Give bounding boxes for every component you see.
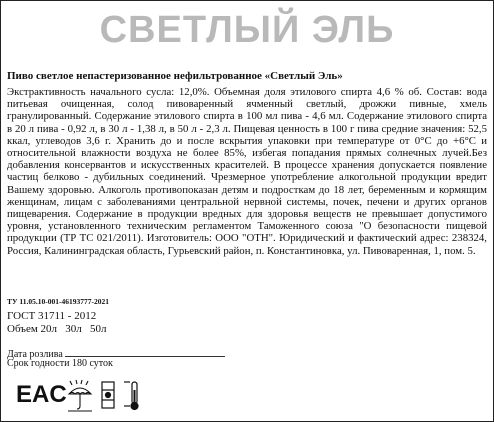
description-text: Экстрактивность начального сусла: 12,0%. Объемная доля этилового спирта 4,6 % об. Состав: вода питьевая очищенная, солод пивоваренный ячменный светлый, дрожжи пивные, хмель гранулированный. Содержание этилового спирта в 100 мл пива - 4,6 мл. Содержание этилового спирта в 20 л пива - 0,92 л, в 30 л - 1,38 л, в 50 л - 2,3 л. Пищевая ценность в 100 г пива средние значения: 52,5 ккал, углеводов 3,6 г. Хранить до и после вскрытия упаковки при температуре от 0°C до +6°C и относительной влажности воздуха не более 85%, избегая попадания прямых солнечных лучей.Без добавления консервантов и искусственных красителей. В процессе хранения допускается появление частиц белково - дубильных соединений. Чрезмерное употребление алкогольной продукции вредит Вашему здоровью. Алкоголь противопоказан детям и подросткам до 18 лет, беременным и кормящим женщинам, лицам с заболеваниями центральной нервной системы, почек, печени и других органов пищеварения. Содержание в продукции вредных для здоровья веществ не превышает допустимого уровня, установленного техническим регламентом Таможенного союза "О безопасности пищевой продукции (ТР ТС 021/2011). Изготовитель: ООО "ОТН". Юридический и фактический адрес: 238324, Россия, Калининградская область, Гурьевский район, п. Константиновка, ул. Пивоваренная, 1, пом. 5. bbox=[7, 86, 487, 257]
volume-options: Объем 20л 30л 50л bbox=[7, 323, 107, 335]
temperature-limit-icon bbox=[120, 378, 146, 412]
eac-text: EAC bbox=[16, 381, 67, 408]
product-description bbox=[7, 86, 487, 257]
bottling-date-label: Дата розлива bbox=[7, 349, 63, 360]
product-name: Пиво светлое непастеризованное нефильтрованное «Светлый Эль» bbox=[7, 70, 343, 82]
keep-dry-umbrella-icon bbox=[66, 378, 94, 412]
shelf-life: Срок годности 180 суток bbox=[7, 358, 113, 369]
store-no-sunlight-icon bbox=[96, 378, 120, 412]
gost-standard: ГОСТ 31711 - 2012 bbox=[7, 310, 97, 322]
label-title: СВЕТЛЫЙ ЭЛЬ bbox=[99, 9, 395, 51]
eac-mark bbox=[16, 378, 67, 408]
bottling-date-line bbox=[65, 347, 225, 357]
tu-code: ТУ 11.05.10-001-46193777-2021 bbox=[7, 297, 109, 306]
